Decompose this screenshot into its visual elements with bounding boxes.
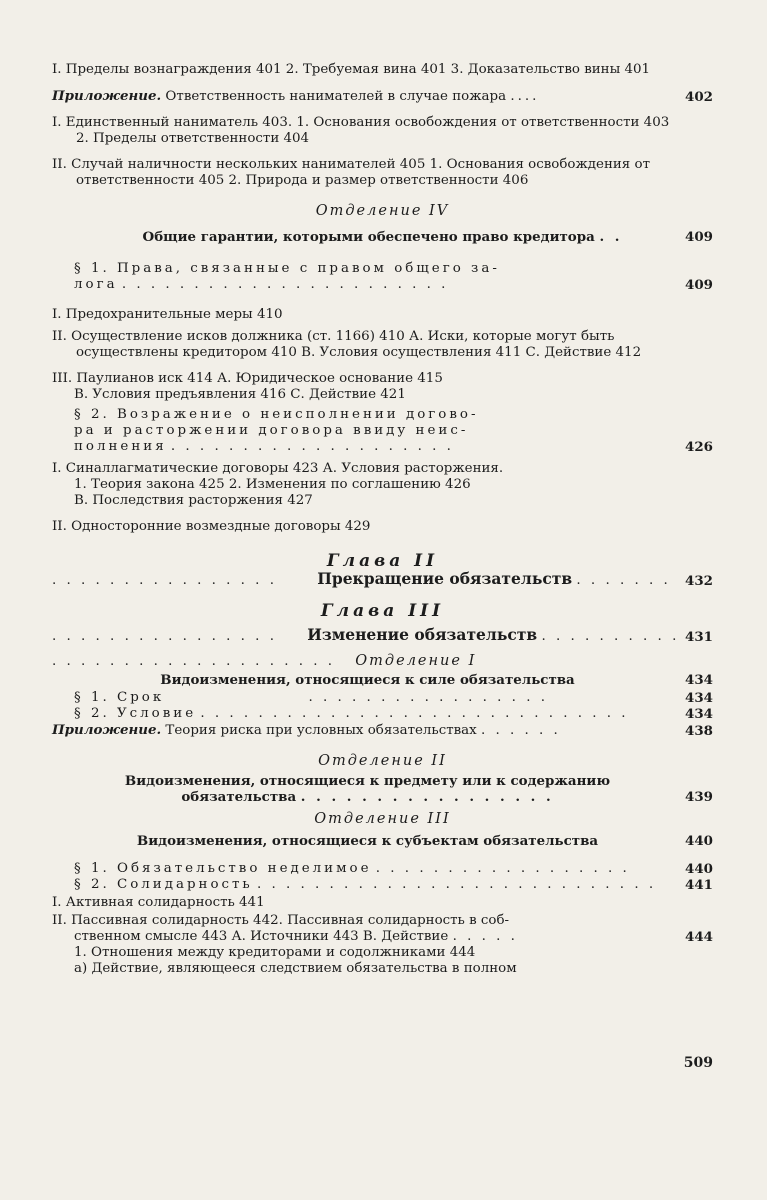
toc-paragraph: § 1. Обязательство неделимое . . . . . . . . . . . . . . . . . . 440 bbox=[74, 861, 713, 877]
toc-entry: I. Предохранительные меры 410 bbox=[52, 307, 283, 322]
toc-entry: I. Единственный наниматель 403. 1. Основания освобождения от ответственности 403 2. Пределы ответственности 404 bbox=[52, 115, 670, 146]
toc-entry: II. Случай наличности нескольких нанимателей 405 1. Основания освобождения от ответственности 405 2. Природа и размер ответственности 406 bbox=[52, 157, 650, 188]
toc-entry: I. Синаллагматические договоры 423 А. Условия расторжения. 1. Теория закона 425 2. Изменения по соглашению 426 В. Последствия расторжения 427 bbox=[52, 461, 504, 508]
section-heading: . . . . . . . . . . . . . . . . . . . . Отделение I bbox=[52, 653, 477, 669]
section-title: Видоизменения, относящиеся к силе обязательства 434 bbox=[160, 672, 713, 688]
toc-paragraph: § 2. Условие . . . . . . . . . . . . . . . . . . . . . . . . . . . . . . 434 bbox=[74, 706, 713, 722]
toc-entry: I. Активная солидарность 441 bbox=[52, 895, 265, 910]
toc-entry: II. Односторонние возмездные договоры 429 bbox=[52, 519, 371, 534]
toc-entry-appendix: Приложение. Теория риска при условных обязательствах . . . . . . 438 bbox=[52, 722, 713, 739]
toc-entry-appendix: Приложение. Ответственность нанимателей в случае пожара .... 402 bbox=[52, 88, 713, 105]
toc-entry: II. Пассивная солидарность 442. Пассивная солидарность в соб- ственном смысле 443 А. Источники 443 В. Действие . . . . . 444 1. Отношения между кредиторами и содолжниками 444 а) Действие, являющееся следствием обязательства в полном bbox=[52, 913, 713, 976]
chapter-heading: Глава III bbox=[320, 601, 445, 621]
chapter-title: . . . . . . . . . . . . . . . . Прекращение обязательств . . . . . . . 432 bbox=[52, 569, 713, 589]
toc-paragraph: § 2. Возражение о неисполнении догово- ра и расторжении договора ввиду неис- полнения . . . . . . . . . . . . . . . . . . . . 426 bbox=[74, 407, 713, 455]
section-heading: Отделение II bbox=[318, 753, 447, 769]
toc-paragraph: § 2. Солидарность . . . . . . . . . . . . . . . . . . . . . . . . . . . . 441 bbox=[74, 877, 713, 893]
chapter-title: . . . . . . . . . . . . . . . . Изменение обязательств . . . . . . . . . . 431 bbox=[52, 625, 713, 645]
section-title: Общие гарантии, которыми обеспечено право кредитора . . 409 bbox=[142, 229, 713, 245]
section-heading: Отделение IV bbox=[315, 203, 450, 219]
section-title: Видоизменения, относящиеся к субъектам обязательства 440 bbox=[136, 833, 713, 849]
toc-paragraph: § 1. Срок . . . . . . . . . . . . . . . . . 434 bbox=[74, 690, 713, 706]
page-number: 509 bbox=[683, 1055, 713, 1071]
section-heading: Отделение III bbox=[314, 811, 451, 827]
section-title: Видоизменения, относящиеся к предмету или к содержанию обязательства . . . . . . . . . . . . . . . . . 439 bbox=[124, 773, 713, 805]
toc-entry: I. Пределы вознаграждения 401 2. Требуемая вина 401 3. Доказательство вины 401 bbox=[52, 62, 651, 77]
chapter-heading: Глава II bbox=[326, 551, 439, 571]
toc-entry: III. Паулианов иск 414 А. Юридическое основание 415 В. Условия предъявления 416 С. Действие 421 bbox=[52, 371, 443, 402]
toc-entry: II. Осуществление исков должника (ст. 1166) 410 А. Иски, которые могут быть осуществлены кредитором 410 В. Условия осуществления 411 С. Действие 412 bbox=[52, 329, 642, 360]
toc-paragraph: § 1. Права, связанные с правом общего за- лога . . . . . . . . . . . . . . . . . . . . . . . 409 bbox=[74, 261, 713, 293]
